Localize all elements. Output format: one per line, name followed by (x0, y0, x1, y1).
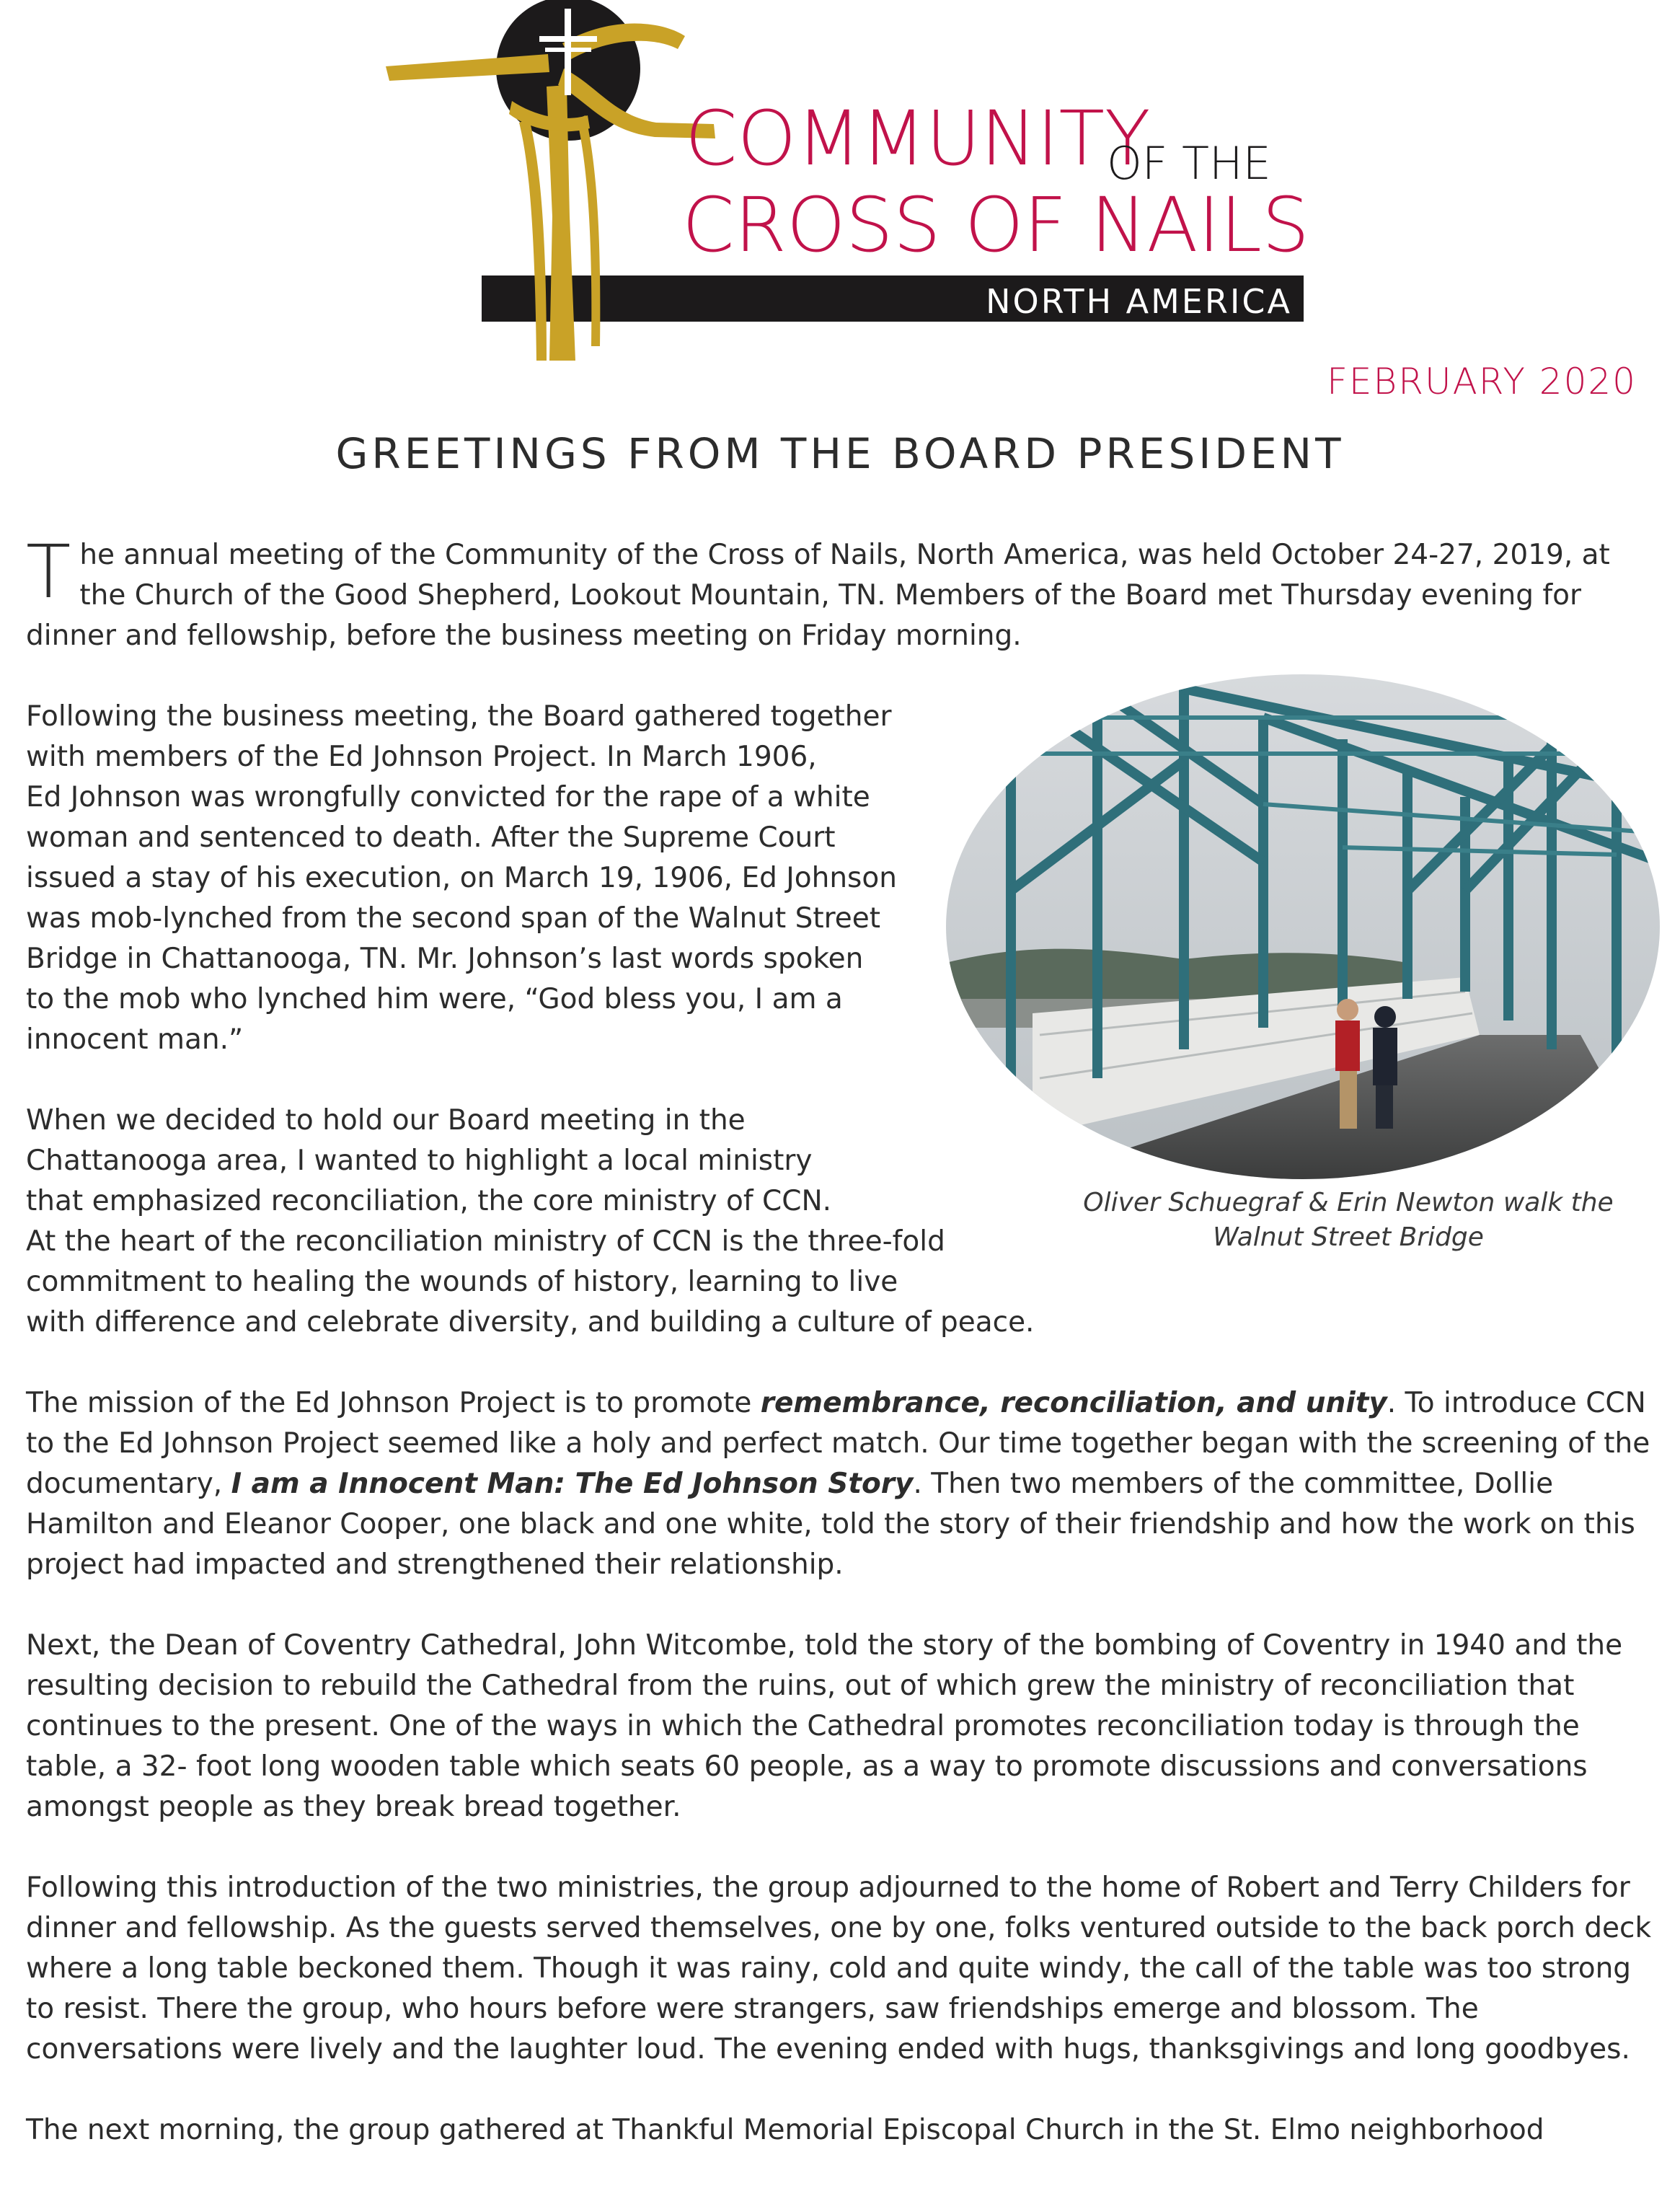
page-title: GREETINGS FROM THE BOARD PRESIDENT (335, 429, 1345, 478)
paragraph-7: The next morning, the group gathered at Thankful Memorial Episcopal Church in the St. Elmo neighborhood (26, 2114, 1544, 2146)
ccn-logo (382, 0, 1312, 361)
article-body (26, 529, 1655, 2191)
drop-cap: T (26, 529, 71, 615)
paragraph-5: Next, the Dean of Coventry Cathedral, John Witcombe, told the story of the bombing of Coventry in 1940 and the resulting decision to rebuild the Cathedral from the ruins, out of which grew the ministry of reconciliation that continues to the present. One of the ways in which the Cathedral promotes reconciliation today is through the table, a 32- foot long wooden table which seats 60 people, as a way to promote discussions and conversations amongst people as they break bread together. (26, 1629, 1623, 1823)
logo-cross-of-nails: CROSS OF NAILS (682, 181, 1310, 269)
documentary-title: I am a Innocent Man: The Ed Johnson Story (231, 1468, 914, 1500)
emphasis-mission: remembrance, reconciliation, and unity (760, 1387, 1387, 1419)
paragraph-1: The annual meeting of the Community of the Cross of Nails, North America, was held October 24-27, 2019, at the Church of the Good Shepherd, Lookout Mountain, TN. Members of the Board met Thursday evening for dinner and fellowship, before the business meeting on Friday morning. (26, 529, 1610, 652)
paragraph-4: The mission of the Ed Johnson Project is to promote remembrance, reconciliation, and unity. To introduce CCN to the Ed Johnson Project seemed like a holy and perfect match. Our time together began with the screening of the documentary, I am a Innocent Man: The Ed Johnson Story. Then two members of the committee, Dollie Hamilton and Eleanor Cooper, one black and one white, told the story of their friendship and how the work on this project had impacted and strengthened their relationship. (26, 1387, 1650, 1581)
logo-band-text: NORTH AMERICA (986, 282, 1292, 321)
logo-of-the: OF THE (1107, 137, 1271, 190)
paragraph-2: Following the business meeting, the Board gathered together with members of the Ed Johnson Project. In March 1906, Ed Johnson was wrongfully convicted for the rape of a white woman and sentenced to death. After the Supreme Court issued a stay of his execution, on March 19, 1906, Ed Johnson was mob-lynched from the second span of the Walnut Street Bridge in Chattanooga, TN. Mr. Johnson’s last words spoken to the mob who lynched him were, “God bless you, I am a innocent man.” (26, 700, 897, 1056)
photo-caption: Oliver Schuegraf & Erin Newton walk the Walnut Street Bridge (1083, 1188, 1614, 1252)
logo-community: COMMUNITY (685, 94, 1151, 182)
paragraph-6: Following this introduction of the two ministries, the group adjourned to the home of Robert and Terry Childers for dinner and fellowship. As the guests served themselves, one by one, folks ventured outside to the back porch deck where a long table beckoned them. Though it was rainy, cold and quite windy, the call of the table was too strong to resist. There the group, who hours before were strangers, saw friendships emerge and blossom. The conversations were lively and the laughter loud. The evening ended with hugs, thanksgivings and long goodbyes. (26, 1872, 1652, 2066)
paragraph-3: When we decided to hold our Board meeting in the Chattanooga area, I wanted to highlight a local ministry that emphasized reconciliation, the core ministry of CCN. At the heart of the reconciliation ministry of CCN is the three-fold commitment to healing the wounds of history, learning to live with difference and celebrate diversity, and building a culture of peace. (26, 1104, 1035, 1339)
issue-date: FEBRUARY 2020 (1327, 361, 1637, 402)
